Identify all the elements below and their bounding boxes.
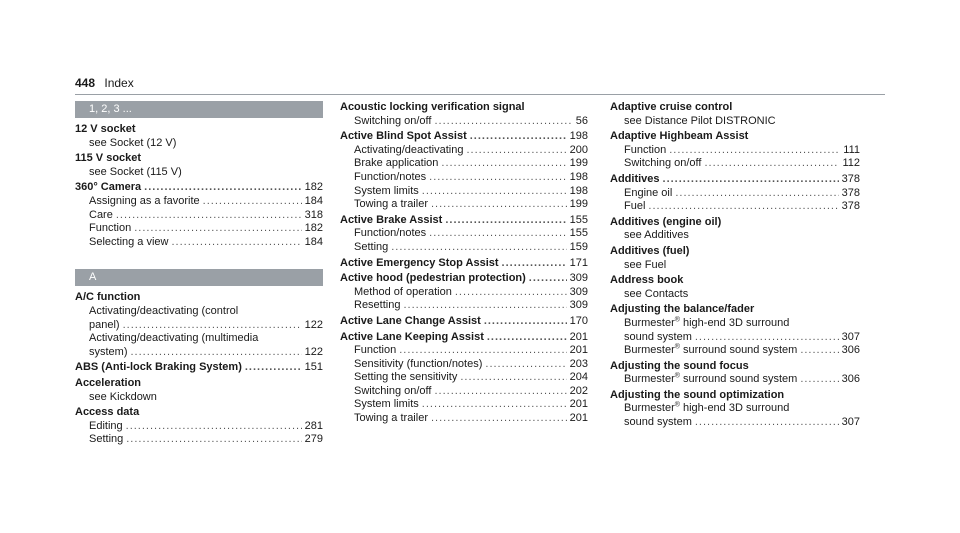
entry-title xyxy=(340,257,588,271)
entry-title-text: ABS (Anti-lock Braking System) xyxy=(75,361,242,374)
dot-leader xyxy=(487,331,567,345)
dot-leader xyxy=(663,173,839,187)
entry-title-text: Active Brake Assist xyxy=(340,213,443,226)
entry-title xyxy=(340,214,588,228)
dot-leader xyxy=(466,144,566,158)
page-ref: 151 xyxy=(304,361,323,374)
entry-text: see Additives xyxy=(624,229,689,242)
page-ref: 204 xyxy=(569,371,588,384)
entry-title-text: Access data xyxy=(75,406,140,419)
page-ref: 112 xyxy=(842,157,860,170)
dot-leader xyxy=(484,315,567,329)
index-entry xyxy=(75,377,323,404)
index-entry xyxy=(75,406,323,447)
entry-text: Care xyxy=(89,208,113,221)
entry-text: System limits xyxy=(354,184,419,197)
entry-title xyxy=(610,245,860,259)
index-row xyxy=(624,288,860,302)
entry-text: Engine oil xyxy=(624,186,673,199)
entry-title xyxy=(340,101,588,115)
page-ref: 201 xyxy=(569,330,588,343)
page-title: Index xyxy=(104,76,134,90)
entry-text: Function xyxy=(624,143,667,156)
index-subentry xyxy=(75,433,323,447)
dot-leader xyxy=(704,157,839,171)
index-row xyxy=(89,166,323,180)
page-ref: 202 xyxy=(569,384,588,397)
index-row xyxy=(624,200,860,214)
index-row xyxy=(354,241,588,255)
index-subentry xyxy=(75,209,323,223)
index-entry xyxy=(340,101,588,128)
index-entry xyxy=(75,152,323,179)
dot-leader xyxy=(144,181,301,195)
index-row xyxy=(354,286,588,300)
index-entry xyxy=(340,214,588,255)
index-row xyxy=(89,433,323,447)
dot-leader xyxy=(502,257,567,271)
dot-leader xyxy=(695,416,839,430)
entry-text: Assigning as a favorite xyxy=(89,194,200,207)
dot-leader xyxy=(800,344,838,358)
index-subentry xyxy=(340,398,588,412)
page-ref: 306 xyxy=(841,344,860,357)
entry-title xyxy=(610,173,860,187)
dot-leader xyxy=(245,361,302,375)
index-subentry xyxy=(75,222,323,236)
index-row xyxy=(354,115,588,129)
index-subentry xyxy=(610,373,860,387)
dot-leader xyxy=(126,433,301,447)
index-column-2 xyxy=(340,101,588,428)
index-subentry xyxy=(340,171,588,185)
index-entry xyxy=(610,360,860,387)
index-row xyxy=(624,416,860,430)
index-subentry xyxy=(75,137,323,151)
entry-text: Brake application xyxy=(354,157,439,170)
registered-mark: ® xyxy=(674,316,680,324)
index-subentry xyxy=(75,420,323,434)
index-row xyxy=(624,344,860,358)
entry-text: Selecting a view xyxy=(89,235,169,248)
entry-title-text: Adjusting the sound optimization xyxy=(610,388,785,401)
page-ref: 201 xyxy=(569,412,588,425)
index-column-3 xyxy=(610,101,860,432)
entry-title-text: Additives (engine oil) xyxy=(610,215,722,228)
index-subentry xyxy=(610,402,860,429)
index-subentry xyxy=(340,227,588,241)
registered-mark: ® xyxy=(674,343,680,351)
index-row xyxy=(624,331,860,345)
index-subentry xyxy=(75,236,323,250)
index-subentry xyxy=(75,195,323,209)
page-ref: 198 xyxy=(569,170,588,183)
entry-text: Towing a trailer xyxy=(354,198,428,211)
index-row xyxy=(354,157,588,171)
page-ref: 56 xyxy=(575,114,588,127)
page-ref: 198 xyxy=(569,184,588,197)
index-subentry xyxy=(340,358,588,372)
index-entry xyxy=(610,245,860,272)
index-entry xyxy=(340,272,588,313)
entry-title xyxy=(610,389,860,403)
index-subentry xyxy=(610,187,860,201)
entry-title xyxy=(75,123,323,137)
page-ref: 203 xyxy=(569,357,588,370)
entry-text: system) xyxy=(89,345,128,358)
page-ref: 307 xyxy=(841,330,860,343)
index-entry xyxy=(610,274,860,301)
index-row xyxy=(354,398,588,412)
dot-leader xyxy=(431,412,567,426)
index-entry xyxy=(610,101,860,128)
entry-text: Burmester® high-end 3D surround xyxy=(624,401,790,415)
dot-leader xyxy=(429,227,566,241)
dot-leader xyxy=(172,236,302,250)
dot-leader xyxy=(695,331,839,345)
page-ref: 309 xyxy=(569,285,588,298)
index-column-1 xyxy=(75,101,323,449)
index-entry xyxy=(610,130,860,171)
page-ref: 309 xyxy=(569,272,588,285)
section-letter-bar: 1, 2, 3 ... xyxy=(75,101,323,118)
index-entry xyxy=(75,361,323,375)
index-row xyxy=(354,358,588,372)
page-ref: 378 xyxy=(841,200,860,213)
index-subentry xyxy=(340,299,588,313)
dot-leader xyxy=(422,185,567,199)
index-row xyxy=(624,402,860,416)
entry-text: Resetting xyxy=(354,299,401,312)
index-row xyxy=(624,115,860,129)
page-ref: 306 xyxy=(841,373,860,386)
entry-text: Function xyxy=(89,222,132,235)
entry-title-text: Adjusting the sound focus xyxy=(610,359,749,372)
index-subentry xyxy=(340,198,588,212)
entry-text: Activating/deactivating xyxy=(354,143,464,156)
entry-text: see Kickdown xyxy=(89,390,157,403)
index-subentry xyxy=(610,259,860,273)
index-subentry xyxy=(75,305,323,332)
entry-text: Towing a trailer xyxy=(354,412,428,425)
index-subentry xyxy=(610,144,860,158)
index-subentry xyxy=(340,286,588,300)
entry-text: see Socket (115 V) xyxy=(89,165,182,178)
entry-title-text: 115 V socket xyxy=(75,152,142,165)
entry-title xyxy=(610,101,860,115)
index-row xyxy=(89,195,323,209)
entry-text: Activating/deactivating (multimedia xyxy=(89,332,259,345)
page-ref: 170 xyxy=(569,314,588,327)
index-subentry xyxy=(75,332,323,359)
dot-leader xyxy=(126,420,302,434)
dot-leader xyxy=(434,115,572,129)
page-ref: 318 xyxy=(304,208,323,221)
index-row xyxy=(624,229,860,243)
page-ref: 182 xyxy=(304,181,323,194)
index-entry xyxy=(75,123,323,150)
dot-leader xyxy=(403,299,566,313)
dot-leader xyxy=(445,214,566,228)
dot-leader xyxy=(800,373,838,387)
dot-leader xyxy=(485,358,566,372)
dot-leader xyxy=(648,200,838,214)
index-subentry xyxy=(610,288,860,302)
index-row xyxy=(89,236,323,250)
index-subentry xyxy=(340,115,588,129)
index-subentry xyxy=(610,317,860,344)
dot-leader xyxy=(422,398,567,412)
dot-leader xyxy=(203,195,302,209)
dot-leader xyxy=(391,241,566,255)
entry-title-text: Acoustic locking verification signal xyxy=(340,101,525,113)
entry-text: Function xyxy=(354,344,397,357)
index-subentry xyxy=(610,157,860,171)
entry-title xyxy=(75,181,323,195)
entry-title xyxy=(610,216,860,230)
index-subentry xyxy=(610,344,860,358)
registered-mark: ® xyxy=(674,401,680,409)
index-entry xyxy=(610,303,860,357)
entry-text: see Contacts xyxy=(624,287,689,300)
page-header xyxy=(75,76,134,90)
entry-text: Editing xyxy=(89,419,123,432)
entry-title xyxy=(340,272,588,286)
index-entry xyxy=(75,291,323,359)
index-subentry xyxy=(340,371,588,385)
index-subentry xyxy=(340,344,588,358)
entry-title xyxy=(340,331,588,345)
index-entry xyxy=(610,173,860,214)
entry-text: Method of operation xyxy=(354,285,452,298)
page-ref: 111 xyxy=(843,143,860,156)
page-ref: 279 xyxy=(304,433,323,446)
entry-title xyxy=(610,303,860,317)
entry-title-text: Additives (fuel) xyxy=(610,244,690,257)
index-row xyxy=(89,420,323,434)
entry-text: Fuel xyxy=(624,200,646,213)
page-ref: 184 xyxy=(304,235,323,248)
index-row xyxy=(354,412,588,426)
index-entry xyxy=(75,181,323,249)
index-row xyxy=(89,391,323,405)
index-row xyxy=(354,185,588,199)
entry-title-text: Active Emergency Stop Assist xyxy=(340,256,499,269)
registered-mark: ® xyxy=(674,372,680,380)
entry-title-text: 360° Camera xyxy=(75,181,142,194)
entry-text: Switching on/off xyxy=(354,384,432,397)
page-ref: 201 xyxy=(569,398,588,411)
entry-title-text: Active hood (pedestrian protection) xyxy=(340,272,526,285)
entry-title xyxy=(610,360,860,374)
entry-title-text: Adaptive cruise control xyxy=(610,101,733,113)
index-row xyxy=(624,259,860,273)
page-ref: 201 xyxy=(569,344,588,357)
entry-title xyxy=(340,130,588,144)
dot-leader xyxy=(441,157,566,171)
page-ref: 378 xyxy=(841,186,860,199)
index-subentry xyxy=(610,115,860,129)
index-subentry xyxy=(340,385,588,399)
entry-text: Switching on/off xyxy=(624,157,702,170)
entry-title-text: Active Lane Keeping Assist xyxy=(340,330,484,343)
page-ref: 307 xyxy=(841,416,860,429)
entry-text: Setting xyxy=(89,433,124,446)
dot-leader xyxy=(429,171,566,185)
entry-title xyxy=(75,291,323,305)
header-rule xyxy=(75,94,885,95)
index-row xyxy=(624,187,860,201)
page-ref: 155 xyxy=(569,227,588,240)
dot-leader xyxy=(669,144,840,158)
page-ref: 122 xyxy=(304,318,323,331)
entry-title xyxy=(75,377,323,391)
dot-leader xyxy=(399,344,566,358)
index-row xyxy=(624,373,860,387)
index-row xyxy=(624,157,860,171)
entry-text: panel) xyxy=(89,318,120,331)
index-entry xyxy=(340,257,588,271)
dot-leader xyxy=(470,130,567,144)
page-ref: 199 xyxy=(569,198,588,211)
index-row xyxy=(354,344,588,358)
entry-text: Burmester® high-end 3D surround xyxy=(624,316,790,329)
entry-title-text: Additives xyxy=(610,172,660,185)
index-subentry xyxy=(610,229,860,243)
page-ref: 309 xyxy=(569,299,588,312)
page-ref: 199 xyxy=(569,157,588,170)
index-row xyxy=(89,319,323,333)
dot-leader xyxy=(116,209,302,223)
index-row xyxy=(89,137,323,151)
entry-text: Switching on/off xyxy=(354,114,432,127)
index-row xyxy=(354,227,588,241)
page-ref: 184 xyxy=(304,194,323,207)
page-ref: 200 xyxy=(569,143,588,156)
dot-leader xyxy=(529,272,567,286)
entry-text: System limits xyxy=(354,398,419,411)
dot-leader xyxy=(131,346,302,360)
entry-title xyxy=(75,361,323,375)
index-row xyxy=(89,209,323,223)
page-number: 448 xyxy=(75,76,96,90)
section-letter-bar: A xyxy=(75,269,323,286)
index-row xyxy=(89,222,323,236)
page-ref: 182 xyxy=(304,222,323,235)
index-row xyxy=(624,144,860,158)
entry-text: Setting xyxy=(354,240,389,253)
entry-text: Burmester® surround sound system xyxy=(624,343,798,357)
index-entry xyxy=(340,130,588,212)
entry-title xyxy=(75,152,323,166)
page-ref: 171 xyxy=(569,256,588,269)
page-ref: 159 xyxy=(569,240,588,253)
entry-text: Burmester® surround sound system xyxy=(624,372,798,386)
dot-leader xyxy=(123,319,302,333)
dot-leader xyxy=(434,385,566,399)
index-subentry xyxy=(340,157,588,171)
index-subentry xyxy=(340,185,588,199)
index-entry xyxy=(610,216,860,243)
index-row xyxy=(354,171,588,185)
entry-title-text: Adjusting the balance/fader xyxy=(610,303,755,316)
entry-text: see Fuel xyxy=(624,258,667,271)
entry-text: Activating/deactivating (control xyxy=(89,304,239,317)
entry-title-text: A/C function xyxy=(75,291,141,304)
dot-leader xyxy=(675,187,838,201)
page-ref: 122 xyxy=(304,345,323,358)
index-row xyxy=(354,198,588,212)
index-row xyxy=(354,299,588,313)
index-subentry xyxy=(610,200,860,214)
dot-leader xyxy=(455,286,567,300)
index-row xyxy=(354,371,588,385)
index-entry xyxy=(610,389,860,430)
entry-title xyxy=(610,130,860,144)
entry-text: Function/notes xyxy=(354,227,427,240)
entry-title-text: 12 V socket xyxy=(75,123,136,135)
entry-text: see Socket (12 V) xyxy=(89,136,177,149)
entry-title-text: Address book xyxy=(610,274,684,287)
entry-text: Sensitivity (function/notes) xyxy=(354,357,483,370)
page-ref: 281 xyxy=(304,419,323,432)
index-subentry xyxy=(340,144,588,158)
entry-text: see Distance Pilot DISTRONIC xyxy=(624,114,776,127)
dot-leader xyxy=(460,371,566,385)
index-subentry xyxy=(340,241,588,255)
dot-leader xyxy=(134,222,301,236)
entry-text: sound system xyxy=(624,416,692,429)
entry-text: Function/notes xyxy=(354,170,427,183)
entry-title-text: Active Blind Spot Assist xyxy=(340,130,467,143)
page-ref: 155 xyxy=(569,213,588,226)
entry-title-text: Adaptive Highbeam Assist xyxy=(610,130,749,143)
page-ref: 378 xyxy=(841,172,860,185)
index-row xyxy=(624,317,860,331)
index-row xyxy=(354,385,588,399)
index-subentry xyxy=(340,412,588,426)
index-subentry xyxy=(75,166,323,180)
index-entry xyxy=(340,315,588,329)
page-ref: 198 xyxy=(569,130,588,143)
entry-title xyxy=(610,274,860,288)
entry-title-text: Active Lane Change Assist xyxy=(340,314,481,327)
index-row xyxy=(89,346,323,360)
index-subentry xyxy=(75,391,323,405)
index-entry xyxy=(340,331,588,426)
entry-text: sound system xyxy=(624,330,692,343)
entry-title-text: Acceleration xyxy=(75,376,142,389)
index-row xyxy=(354,144,588,158)
dot-leader xyxy=(431,198,567,212)
entry-title xyxy=(75,406,323,420)
entry-title xyxy=(340,315,588,329)
entry-text: Setting the sensitivity xyxy=(354,371,458,384)
